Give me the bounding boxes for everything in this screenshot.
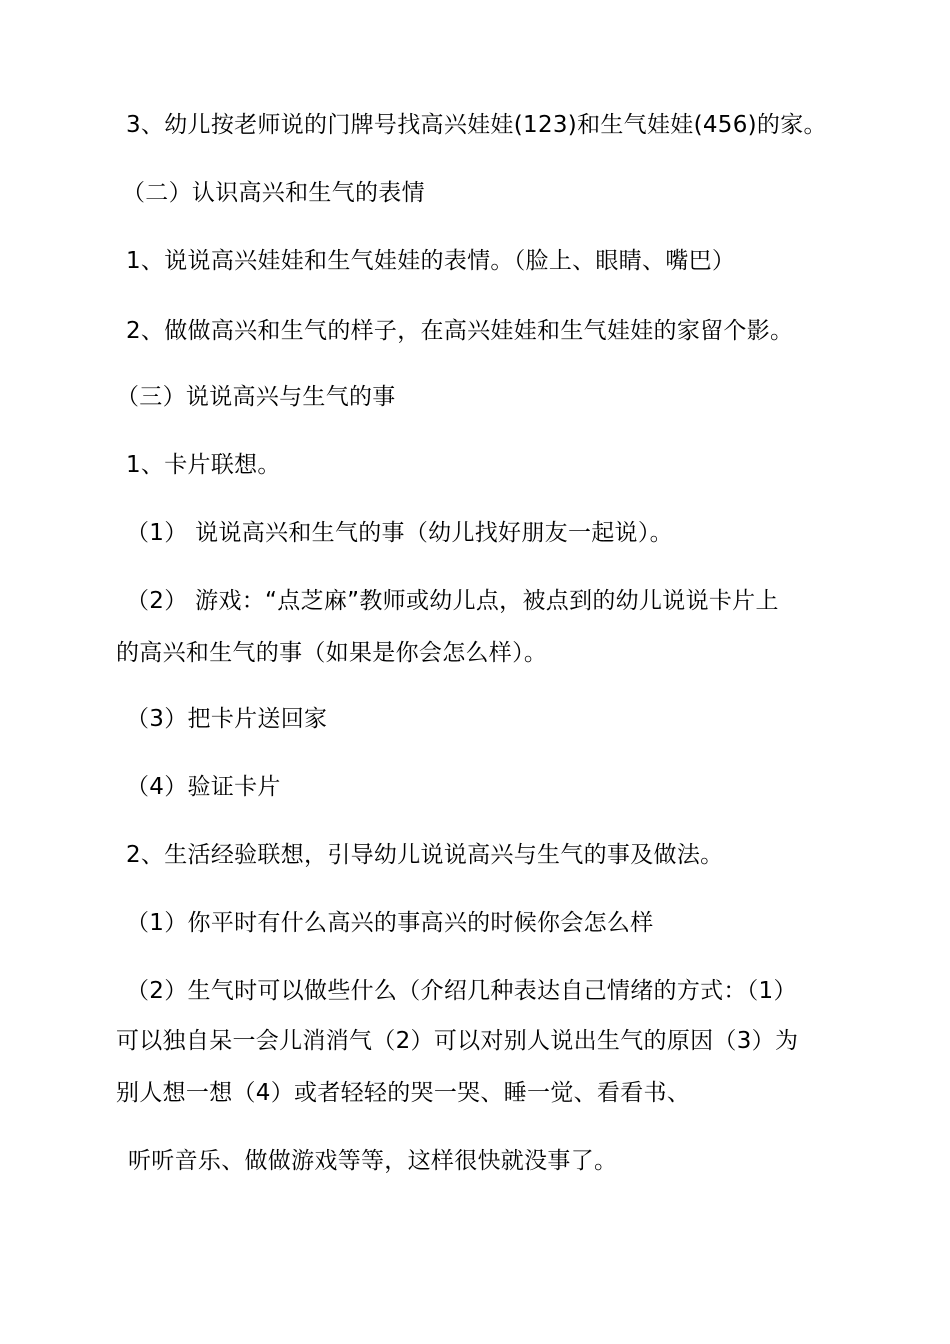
text-line: 3、幼儿按老师说的门牌号找高兴娃娃(123)和生气娃娃(456)的家。 (126, 112, 827, 138)
text-line: （2）生气时可以做些什么（介绍几种表达自己情绪的方式：（1） (126, 978, 797, 1004)
text-line: 1、说说高兴娃娃和生气娃娃的表情。（脸上、眼睛、嘴巴） (126, 248, 736, 274)
text-line: 听听音乐、做做游戏等等，这样很快就没事了。 (128, 1148, 618, 1174)
text-line: （3）把卡片送回家 (126, 706, 328, 732)
text-line: 1、卡片联想。 (126, 452, 281, 478)
text-line: （4）验证卡片 (126, 774, 281, 800)
text-line: （1） 说说高兴和生气的事（幼儿找好朋友一起说）。 (126, 520, 673, 546)
text-line: 2、做做高兴和生气的样子，在高兴娃娃和生气娃娃的家留个影。 (126, 318, 794, 344)
text-line: 2、生活经验联想，引导幼儿说说高兴与生气的事及做法。 (126, 842, 724, 868)
section-heading: （二）认识高兴和生气的表情 (122, 180, 425, 206)
text-line: 的高兴和生气的事（如果是你会怎么样）。 (116, 640, 548, 666)
text-line: （2） 游戏：“点芝麻”教师或幼儿点，被点到的幼儿说说卡片上 (126, 588, 779, 614)
text-line: 可以独自呆一会儿消消气（2）可以对别人说出生气的原因（3）为 (116, 1028, 799, 1054)
text-line: 别人想一想（4）或者轻轻的哭一哭、睡一觉、看看书、 (116, 1080, 691, 1106)
section-heading: （三）说说高兴与生气的事 (116, 384, 396, 410)
text-line: （1）你平时有什么高兴的事高兴的时候你会怎么样 (126, 910, 654, 936)
